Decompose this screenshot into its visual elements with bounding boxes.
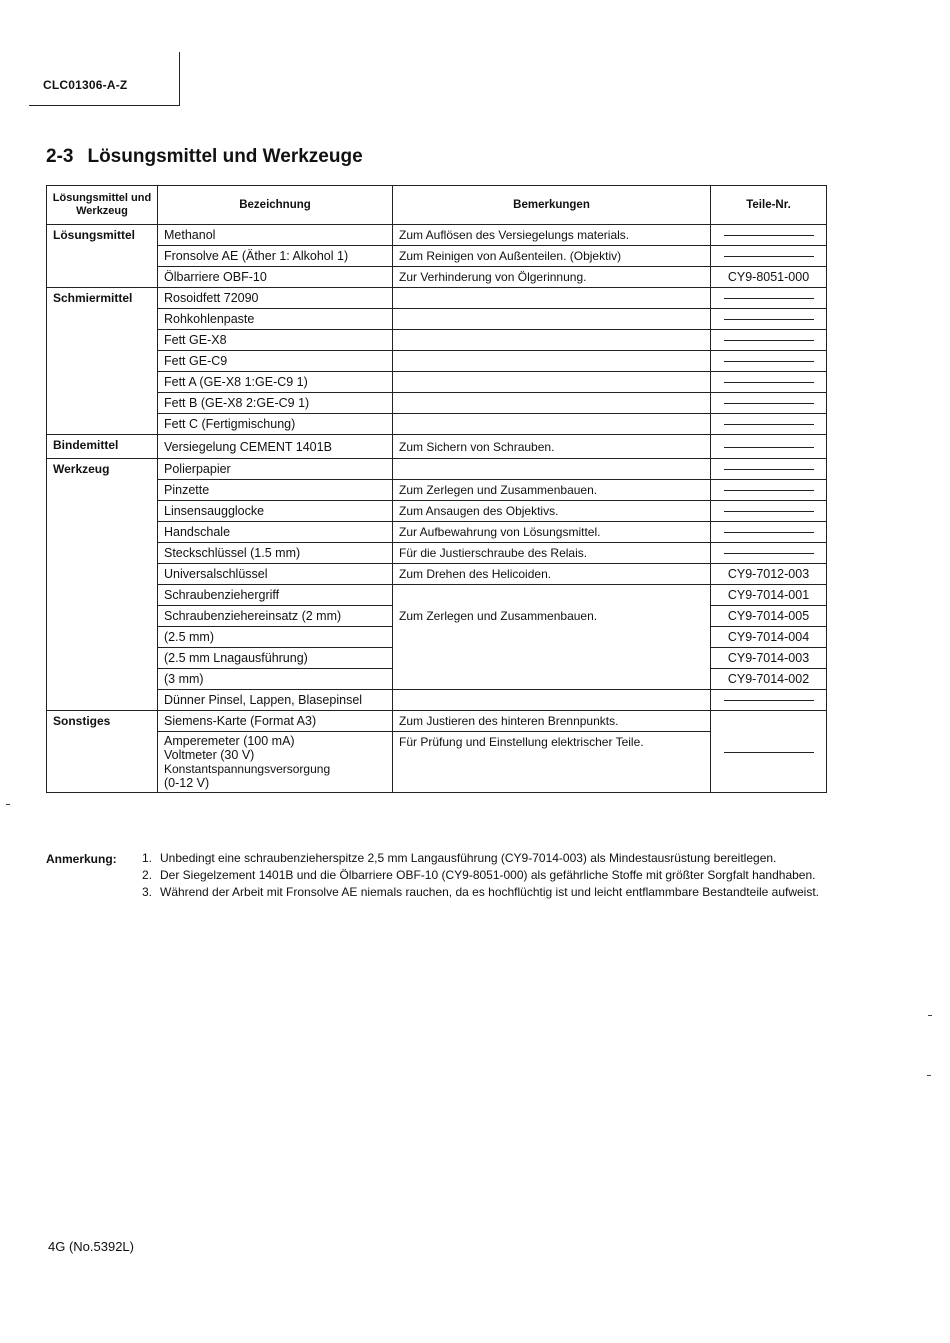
note-text: Unbedingt eine schraubenzieherspitze 2,5 mm Langausführung (CY9-7014-003) als Mindestausrüstung bereitlegen. — [160, 851, 777, 865]
table-row — [47, 648, 827, 669]
item-name: Dünner Pinsel, Lappen, Blasepinsel — [158, 690, 393, 711]
item-part-no — [711, 459, 827, 480]
no-part-dash — [724, 382, 814, 383]
scan-speck — [928, 1015, 932, 1016]
no-part-dash — [724, 511, 814, 512]
table-row — [47, 606, 827, 627]
no-part-dash — [724, 532, 814, 533]
no-part-dash — [724, 256, 814, 257]
item-name: Linsensaugglocke — [158, 501, 393, 522]
scan-speck — [6, 804, 10, 805]
no-part-dash — [724, 700, 814, 701]
item-remark — [393, 648, 711, 669]
item-name-line: Konstantspannungsversorgung — [164, 762, 331, 776]
category-binders: Bindemittel — [47, 435, 158, 459]
item-name: Handschale — [158, 522, 393, 543]
item-remark: Zum Sichern von Schrauben. — [393, 435, 711, 459]
item-remark: Zum Justieren des hinteren Brennpunkts. — [393, 711, 711, 732]
item-name: (3 mm) — [158, 669, 393, 690]
item-name: Fett GE-C9 — [158, 351, 393, 372]
table-row — [47, 393, 827, 414]
item-name: Rohkohlenpaste — [158, 309, 393, 330]
item-remark — [393, 393, 711, 414]
no-part-dash — [724, 235, 814, 236]
section-heading — [46, 146, 363, 168]
item-part-no: CY9-7014-004 — [711, 627, 827, 648]
item-remark — [393, 627, 711, 648]
item-part-no: CY9-7014-001 — [711, 585, 827, 606]
item-remark — [393, 351, 711, 372]
item-remark: Zum Zerlegen und Zusammenbauen. — [393, 606, 711, 627]
table-row — [47, 627, 827, 648]
item-part-no: CY9-7014-002 — [711, 669, 827, 690]
item-part-no: CY9-7014-005 — [711, 606, 827, 627]
table-row — [47, 501, 827, 522]
item-part-no: CY9-8051-000 — [711, 267, 827, 288]
table-row — [47, 225, 827, 246]
no-part-dash — [724, 361, 814, 362]
item-remark — [393, 309, 711, 330]
header-category: Lösungsmittel und Werkzeug — [47, 186, 158, 225]
item-name: Polierpapier — [158, 459, 393, 480]
section-title: Lösungsmittel und Werkzeuge — [87, 146, 363, 167]
no-part-dash — [724, 319, 814, 320]
item-remark — [393, 372, 711, 393]
category-lubricants: Schmiermittel — [47, 288, 158, 435]
item-remark: Für die Justierschraube des Relais. — [393, 543, 711, 564]
solvents-tools-table — [46, 185, 827, 793]
item-remark: Für Prüfung und Einstellung elektrischer Teile. — [393, 732, 711, 793]
item-part-no — [711, 543, 827, 564]
item-name: Methanol — [158, 225, 393, 246]
item-remark: Zum Drehen des Helicoiden. — [393, 564, 711, 585]
item-name: (2.5 mm Lnagausführung) — [158, 648, 393, 669]
page-footer: 4G (No.5392L) — [48, 1239, 134, 1254]
header-name: Bezeichnung — [158, 186, 393, 225]
item-remark: Zum Ansaugen des Objektivs. — [393, 501, 711, 522]
item-part-no — [711, 414, 827, 435]
category-tools: Werkzeug — [47, 459, 158, 711]
item-name: Fett A (GE-X8 1:GE-C9 1) — [158, 372, 393, 393]
no-part-dash — [724, 490, 814, 491]
note-item — [142, 884, 826, 901]
note-number: 1. — [142, 851, 153, 865]
category-solvents: Lösungsmittel — [47, 225, 158, 288]
item-part-no — [711, 372, 827, 393]
item-part-no — [711, 309, 827, 330]
item-name: Fett GE-X8 — [158, 330, 393, 351]
no-part-dash — [724, 403, 814, 404]
item-remark — [393, 330, 711, 351]
item-remark: Zur Aufbewahrung von Lösungsmittel. — [393, 522, 711, 543]
section-number: 2-3 — [46, 146, 74, 167]
table-row — [47, 435, 827, 459]
table-row — [47, 267, 827, 288]
table-row — [47, 585, 827, 606]
category-misc: Sonstiges — [47, 711, 158, 793]
header-remarks: Bemerkungen — [393, 186, 711, 225]
table-row — [47, 522, 827, 543]
item-part-no — [711, 435, 827, 459]
item-part-no — [711, 522, 827, 543]
table-row — [47, 288, 827, 309]
notes-list — [142, 850, 826, 901]
table-row — [47, 669, 827, 690]
item-part-no — [711, 711, 827, 793]
note-text: Der Siegelzement 1401B und die Ölbarriere OBF-10 (CY9-8051-000) als gefährliche Stoffe mit größter Sorgfalt handhaben. — [160, 868, 816, 882]
item-name-line: Voltmeter (30 V) — [164, 748, 255, 762]
item-remark: Zur Verhinderung von Ölgerinnung. — [393, 267, 711, 288]
item-name-line: Amperemeter (100 mA) — [164, 734, 295, 748]
note-number: 2. — [142, 868, 153, 882]
item-part-no — [711, 690, 827, 711]
item-remark: Zum Auflösen des Versiegelungs materials. — [393, 225, 711, 246]
item-part-no — [711, 288, 827, 309]
item-name: Versiegelung CEMENT 1401B — [158, 435, 393, 459]
no-part-dash — [724, 340, 814, 341]
item-part-no — [711, 393, 827, 414]
table-row — [47, 309, 827, 330]
item-remark: Zum Reinigen von Außenteilen. (Objektiv) — [393, 246, 711, 267]
table-row — [47, 246, 827, 267]
item-remark — [393, 585, 711, 606]
item-name: Pinzette — [158, 480, 393, 501]
table-header-row — [47, 186, 827, 225]
item-name: Fett C (Fertigmischung) — [158, 414, 393, 435]
no-part-dash — [724, 424, 814, 425]
item-part-no — [711, 351, 827, 372]
table-row — [47, 732, 827, 793]
table-row — [47, 480, 827, 501]
item-name: Steckschlüssel (1.5 mm) — [158, 543, 393, 564]
table-row — [47, 414, 827, 435]
item-part-no: CY9-7014-003 — [711, 648, 827, 669]
item-name: (2.5 mm) — [158, 627, 393, 648]
table-row — [47, 330, 827, 351]
item-part-no — [711, 246, 827, 267]
doc-id: CLC01306-A-Z — [43, 78, 128, 92]
note-text: Während der Arbeit mit Fronsolve AE niemals rauchen, da es hochflüchtig ist und leicht entflammbare Bestandteile aufweist. — [160, 885, 820, 899]
item-name: Fett B (GE-X8 2:GE-C9 1) — [158, 393, 393, 414]
item-name: Fronsolve AE (Äther 1: Alkohol 1) — [158, 246, 393, 267]
scan-speck — [927, 1075, 931, 1076]
item-name: Ölbarriere OBF-10 — [158, 267, 393, 288]
notes-label: Anmerkung: — [46, 852, 117, 866]
item-name-line: (0-12 V) — [164, 776, 210, 790]
header-part-no: Teile-Nr. — [711, 186, 827, 225]
table-row — [47, 690, 827, 711]
table-row — [47, 564, 827, 585]
table-row — [47, 372, 827, 393]
no-part-dash — [724, 298, 814, 299]
item-name: Schraubenziehergriff — [158, 585, 393, 606]
note-number: 3. — [142, 885, 153, 899]
note-item — [142, 850, 826, 867]
item-remark — [393, 288, 711, 309]
table-row — [47, 543, 827, 564]
no-part-dash — [724, 553, 814, 554]
item-name: Rosoidfett 72090 — [158, 288, 393, 309]
item-remark — [393, 669, 711, 690]
item-name: Schraubenziehereinsatz (2 mm) — [158, 606, 393, 627]
item-remark — [393, 690, 711, 711]
item-name: Universalschlüssel — [158, 564, 393, 585]
item-name-multiline — [158, 732, 393, 793]
item-part-no — [711, 225, 827, 246]
item-remark — [393, 459, 711, 480]
table-row — [47, 351, 827, 372]
item-part-no — [711, 501, 827, 522]
item-part-no — [711, 330, 827, 351]
no-part-dash — [724, 469, 814, 470]
item-remark: Zum Zerlegen und Zusammenbauen. — [393, 480, 711, 501]
item-name: Siemens-Karte (Format A3) — [158, 711, 393, 732]
note-item — [142, 867, 826, 884]
item-part-no: CY9-7012-003 — [711, 564, 827, 585]
item-remark — [393, 414, 711, 435]
item-part-no — [711, 480, 827, 501]
table-row — [47, 459, 827, 480]
no-part-dash — [724, 752, 814, 753]
no-part-dash — [724, 447, 814, 448]
table-row — [47, 711, 827, 732]
